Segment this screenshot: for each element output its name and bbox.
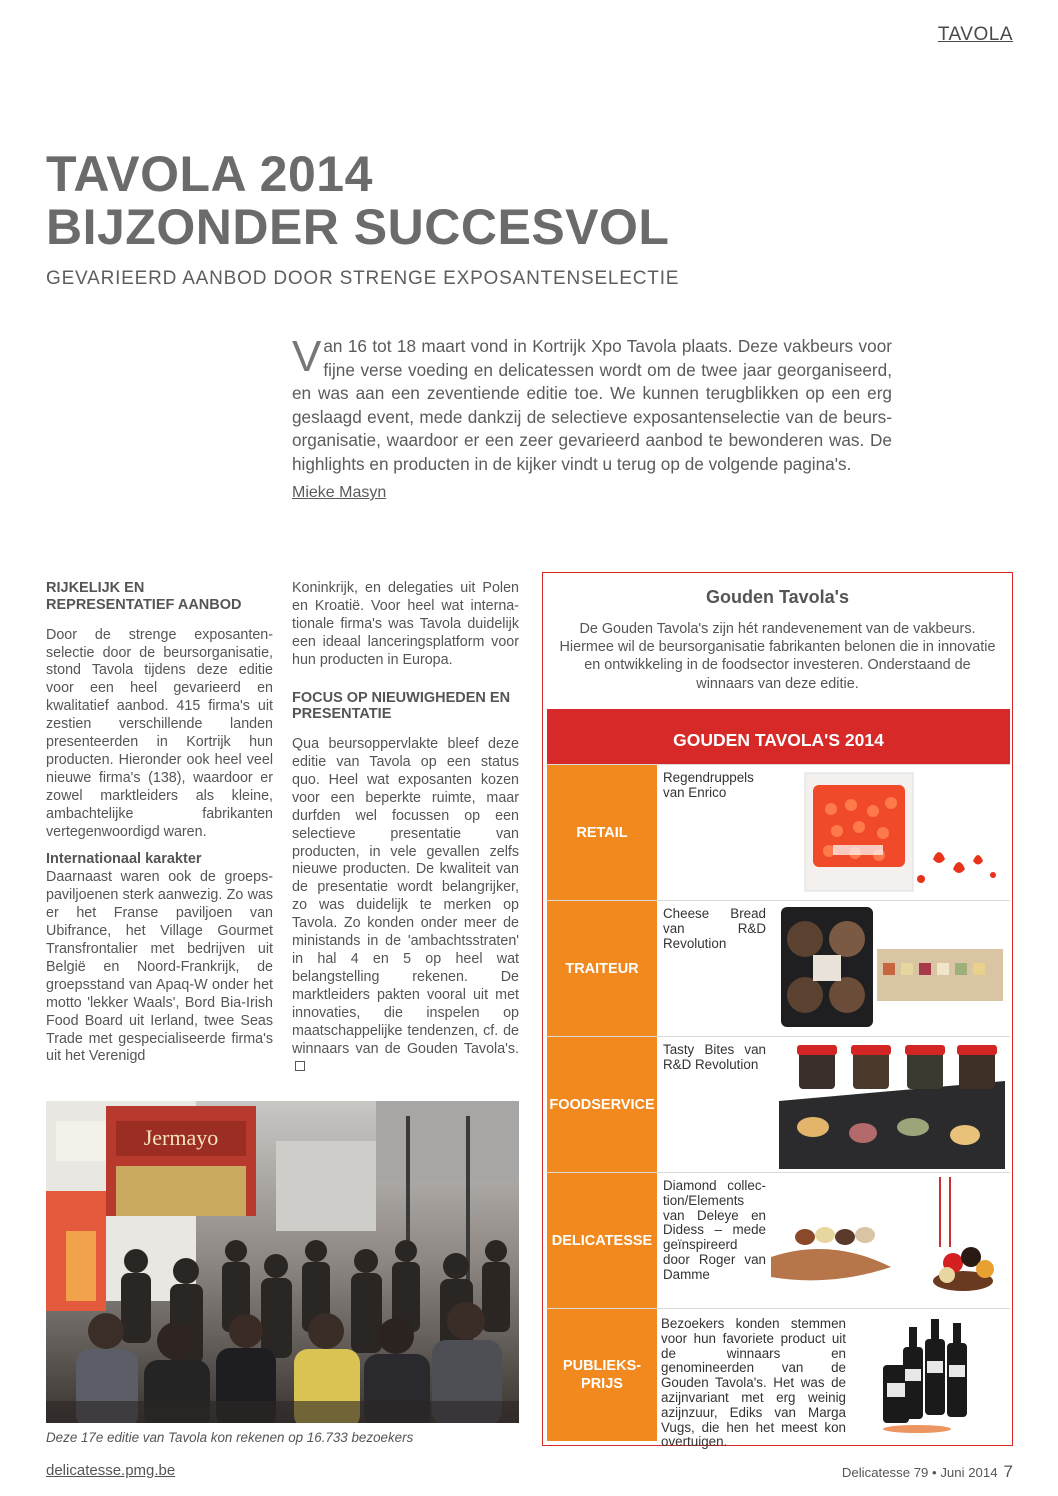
lead-paragraph	[292, 332, 892, 477]
ediks-bottles-image	[857, 1313, 1007, 1439]
column1-paragraph-2: Daarnaast waren ook de groepspaviljoenen sterk aanwezig. Zo was er het Franse paviljoen van Ubifrance, het Village Gourmet Transfrontalier met bedrijven uit België en Noord-Frankrijk, de groepsstand van Apaq-W onder het motto 'lekker Waals', Bord Bia-Irish Food Board uit Ierland, twee Seas Trade met gespecialiseerde firma's uit het Verenigd	[46, 869, 273, 1065]
lead-text: an 16 tot 18 maart vond in Kortrijk Xpo Tavola plaats. Deze vakbeurs voor fijne verse voeding en delicatessen wordt om de twee jaar georganiseerd, en was aan een zeventiende editie toe. We kunnen terugblikken op een erg geslaagd event, mede dankzij de selectieve exposantenselectie van de beursorganisatie, waardoor er een zeer gevarieerd aanbod te bewonderen was. De highlights en producten in de kijker vindt u terug op de volgende pagina's.	[292, 336, 892, 474]
title-line-1: TAVOLA 2014	[46, 146, 373, 202]
column2-paragraph-2-text: Qua beursoppervlakte bleef deze editie van Tavola op een status quo. Heel wat exposanten kozen voor een beperkte ruimte, maar durfden wel focussen op een selectieve presentatie van producten, in vele gevallen zelfs nieuwe producten. De kwaliteit van de presentatie wordt belangrijker, zo was duidelijk te merken op Tavola. Zo konden onder meer de ministands in de 'ambachtsstraten' in hal 4 en 5 op heel wat belangstelling rekenen. De marktleiders pakten vooral uit met innovaties, die inspelen op maatschappelijke tendenzen, cf. de winnaars van de Gouden Tavola's.	[292, 736, 519, 1057]
tasty-bites-image	[779, 1041, 1005, 1169]
award-row-publieksprijs	[547, 1308, 1010, 1450]
award-category	[547, 1309, 657, 1441]
column1-heading: RIJKELIJK EN REPRESENTATIEF AANBOD	[46, 580, 242, 613]
column2-heading: FOCUS OP NIEUWIGHEDEN EN PRESENTATIE	[292, 689, 511, 723]
issue-info: Delicatesse 79 • Juni 2014	[841, 1465, 998, 1480]
column2-paragraph-2	[292, 736, 519, 1076]
awards-banner: GOUDEN TAVOLA'S 2014	[547, 709, 1010, 764]
page-number: 7	[1003, 1462, 1013, 1481]
award-category: FOODSERVICE	[547, 1037, 657, 1172]
gouden-tavolas-box	[542, 572, 1013, 1450]
article-title	[46, 148, 746, 254]
diamond-collection-image	[771, 1177, 1007, 1305]
author-link[interactable]: Mieke Masyn	[292, 484, 387, 501]
column1-paragraph-1: Door de strenge exposantenselectie door de beursorganisatie, stond Tavola tijdens deze editie voor een heel gevarieerd en kwalitatief aanbod. 415 firma's uit zestien verschillende landen presenteerden in Kortrijk hun producten. Hieronder ook heel veel nieuwe firma's (138), waardoor er zowel marktleiders als kleine, ambachtelijke fabrikanten vertegenwoordigd waren.	[46, 626, 273, 840]
award-description: Regendruppels van Enrico	[663, 770, 754, 800]
column2-paragraph-1: Koninkrijk, en delegaties uit Polen en Kroatië. Voor heel wat internationale firma's was Tavola duidelijk een ideaal lanceringsplatform voor hun producten in Europa.	[292, 580, 519, 668]
column1-subheading: Internationaal karakter	[46, 851, 202, 868]
award-category: RETAIL	[547, 765, 657, 900]
title-line-2: BIJZONDER SUCCESVOL	[46, 199, 670, 255]
dropcap: V	[292, 332, 322, 381]
award-description: Diamond collection/Elements van Deleye en Didess – mede geïnspireerd door Roger van Damme	[663, 1178, 766, 1282]
category-line-2: PRIJS	[581, 1376, 623, 1392]
trade-fair-photo	[46, 1101, 519, 1423]
end-of-article-icon	[295, 1061, 305, 1071]
award-row-traiteur	[547, 900, 1010, 1036]
footer-issue	[842, 1462, 1013, 1482]
award-description: Tasty Bites van R&D Revolution	[663, 1042, 766, 1072]
article-subtitle: GEVARIEERD AANBOD DOOR STRENGE EXPOSANTENSELECTIE	[46, 268, 680, 289]
section-tag: TAVOLA	[937, 24, 1013, 45]
box-intro: De Gouden Tavola's zijn hét randevenement van de vakbeurs. Hiermee wil de beursorganisatie fabrikanten belonen die in innovatie en ontwikkeling in de foodsector investeren. Onderstaand de winnaars van deze editie.	[559, 621, 996, 692]
category-line-1: PUBLIEKS-	[562, 1358, 642, 1374]
body-column-2	[292, 580, 519, 1076]
award-category: TRAITEUR	[547, 901, 657, 1036]
award-row-foodservice	[547, 1036, 1010, 1172]
photo-caption: Deze 17e editie van Tavola kon rekenen op 16.733 bezoekers	[46, 1430, 414, 1445]
award-description: Cheese Bread van R&D Revolution	[663, 906, 766, 951]
body-column-1	[46, 580, 273, 1066]
stand-sign: Jermayo	[143, 1125, 219, 1150]
award-description: Bezoekers konden stemmen voor hun favoriete product uit de winnaars en genomineerden van de Gouden Tavola's. Het was de azijnvariant met erg weinig azijnzuur, Ediks van Marga Vugs, die hen het meest kon overtuigen.	[661, 1316, 846, 1450]
website-link[interactable]: delicatesse.pmg.be	[46, 1462, 176, 1479]
award-row-delicatesse	[547, 1172, 1010, 1308]
award-row-retail	[547, 764, 1010, 900]
award-category: DELICATESSE	[547, 1173, 657, 1308]
regendruppels-image	[803, 769, 1003, 895]
box-title: Gouden Tavola's	[706, 587, 849, 607]
cheese-bread-image	[779, 905, 1005, 1031]
